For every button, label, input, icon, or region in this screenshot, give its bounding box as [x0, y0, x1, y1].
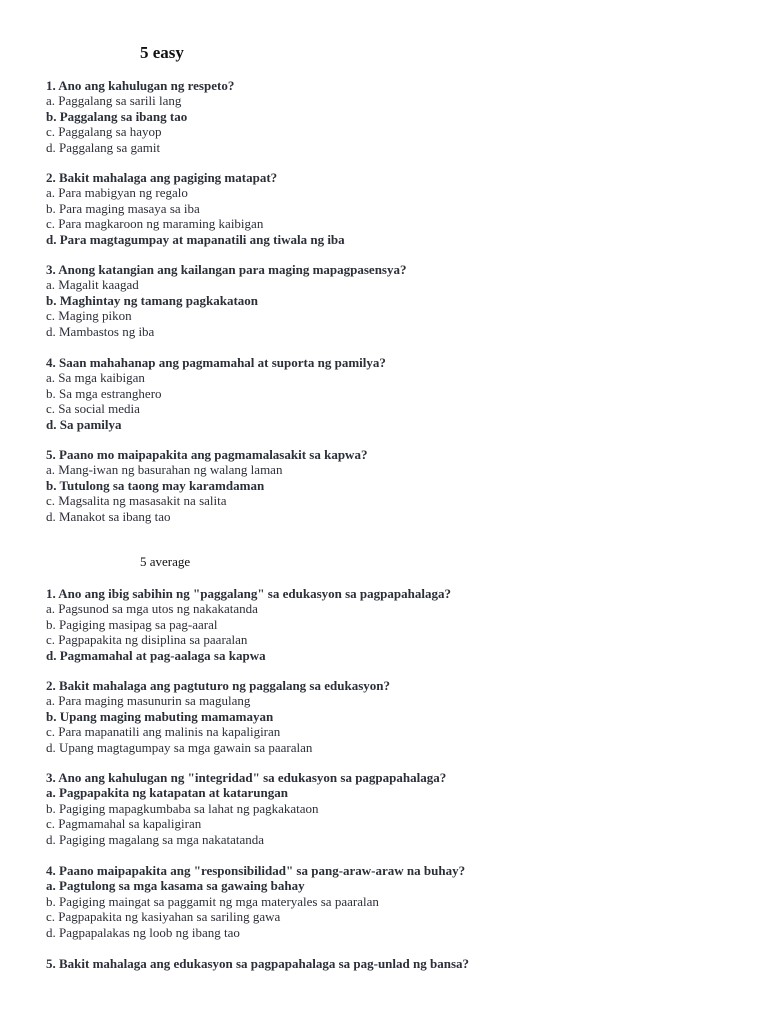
question-text: 2. Bakit mahalaga ang pagiging matapat? — [46, 170, 278, 185]
answer-option-correct: d. Pagmamahal at pag-aalaga sa kapwa — [46, 647, 266, 663]
answer-option: d. Paggalang sa gamit — [46, 139, 161, 155]
answer-option-correct: a. Pagtulong sa mga kasama sa gawaing bahay — [46, 878, 305, 894]
answer-option-correct: b. Maghintay ng tamang pagkakataon — [46, 292, 259, 308]
question-block — [46, 170, 746, 247]
question-block — [46, 262, 746, 339]
answer-option: c. Magsalita ng masasakit na salita — [46, 493, 227, 509]
answer-option: c. Para magkaroon ng maraming kaibigan — [46, 216, 264, 232]
question-text: 3. Anong katangian ang kailangan para maging mapagpasensya? — [46, 262, 407, 277]
question-block — [46, 770, 746, 847]
answer-option: a. Magalit kaagad — [46, 277, 139, 293]
answer-option: b. Pagiging masipag sa pag-aaral — [46, 616, 218, 632]
question-text: 4. Saan mahahanap ang pagmamahal at suporta ng pamilya? — [46, 355, 386, 370]
question-text: 1. Ano ang kahulugan ng respeto? — [46, 78, 235, 93]
answer-option: c. Pagpapakita ng kasiyahan sa sariling gawa — [46, 909, 281, 925]
question-text: 5. Bakit mahalaga ang edukasyon sa pagpapahalaga sa pag-unlad ng bansa? — [46, 956, 470, 971]
answer-option: c. Maging pikon — [46, 308, 132, 324]
answer-option: a. Mang-iwan ng basurahan ng walang laman — [46, 462, 283, 478]
answer-option-correct: a. Pagpapakita ng katapatan at katarungan — [46, 785, 288, 801]
answer-option: d. Manakot sa ibang tao — [46, 508, 171, 524]
question-text: 3. Ano ang kahulugan ng "integridad" sa edukasyon sa pagpapahalaga? — [46, 770, 447, 785]
section-title-easy: 5 easy — [140, 43, 184, 62]
question-text: 4. Paano maipapakita ang "responsibilidad" sa pang-araw-araw na buhay? — [46, 863, 466, 878]
answer-option: d. Mambastos ng iba — [46, 323, 155, 339]
answer-option-correct: b. Tutulong sa taong may karamdaman — [46, 477, 265, 493]
answer-option: b. Sa mga estranghero — [46, 385, 162, 401]
question-text: 2. Bakit mahalaga ang pagtuturo ng paggalang sa edukasyon? — [46, 678, 390, 693]
question-block — [46, 586, 746, 663]
answer-option: d. Pagiging magalang sa mga nakatatanda — [46, 831, 265, 847]
question-text: 1. Ano ang ibig sabihin ng "paggalang" sa edukasyon sa pagpapahalaga? — [46, 586, 451, 601]
answer-option: a. Sa mga kaibigan — [46, 370, 145, 386]
answer-option: a. Pagsunod sa mga utos ng nakakatanda — [46, 601, 258, 617]
answer-option-correct: d. Sa pamilya — [46, 416, 122, 432]
question-block — [46, 956, 746, 971]
answer-option: b. Para maging masaya sa iba — [46, 200, 200, 216]
question-block — [46, 78, 746, 155]
question-block — [46, 863, 746, 940]
answer-option: c. Sa social media — [46, 401, 140, 417]
answer-option: a. Para maging masunurin sa magulang — [46, 693, 251, 709]
answer-option: d. Pagpapalakas ng loob ng ibang tao — [46, 924, 240, 940]
question-block — [46, 447, 746, 524]
answer-option: d. Upang magtagumpay sa mga gawain sa paaralan — [46, 739, 313, 755]
answer-option: c. Pagmamahal sa kapaligiran — [46, 816, 202, 832]
answer-option: a. Paggalang sa sarili lang — [46, 93, 182, 109]
answer-option-correct: b. Upang maging mabuting mamamayan — [46, 708, 274, 724]
question-block — [46, 355, 746, 432]
answer-option-correct: b. Paggalang sa ibang tao — [46, 108, 188, 124]
answer-option: c. Pagpapakita ng disiplina sa paaralan — [46, 632, 248, 648]
answer-option: c. Paggalang sa hayop — [46, 124, 162, 140]
answer-option: a. Para mabigyan ng regalo — [46, 185, 188, 201]
answer-option: b. Pagiging mapagkumbaba sa lahat ng pagkakataon — [46, 800, 319, 816]
section-title-average: 5 average — [140, 554, 191, 569]
question-text: 5. Paano mo maipapakita ang pagmamalasakit sa kapwa? — [46, 447, 368, 462]
answer-option: b. Pagiging maingat sa paggamit ng mga materyales sa paaralan — [46, 893, 379, 909]
answer-option: c. Para mapanatili ang malinis na kapaligiran — [46, 724, 281, 740]
answer-option-correct: d. Para magtagumpay at mapanatili ang tiwala ng iba — [46, 231, 345, 247]
question-block — [46, 678, 746, 755]
